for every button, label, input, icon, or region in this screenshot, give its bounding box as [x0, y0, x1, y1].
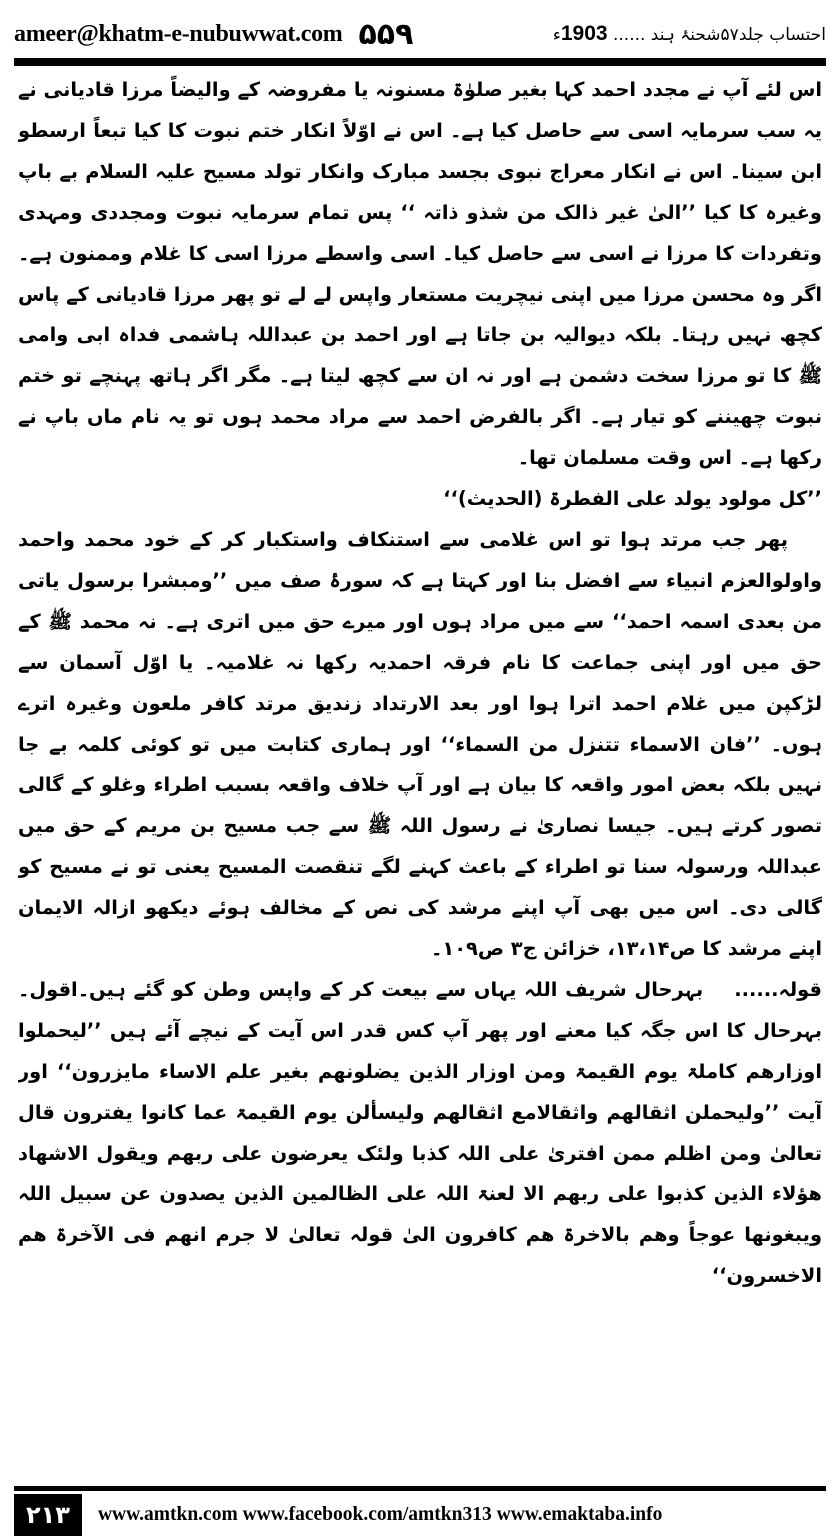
paragraph-1: اس لئے آپ نے مجدد احمد کہا بغیر صلوٰۃ مسنونہ یا مفروضہ کے والیضاً مرزا قادیانی نے یہ سب سرمایہ اسی سے حاصل کیا ہے۔ اس نے اوّلاً انکار ختم نبوت کا کیا تبعاً ارسطو ابن سینا۔ اس نے انکار معراج نبوی بجسد مبارک وانکار تولد مسیح علیہ السلام بے باپ وغیرہ کا کیا ’’الیٰ غیر ذالک من شذو ذاتہ ‘‘ پس تمام سرمایہ نبوت ومجددی ومہدی وتفردات کا مرزا نے اسی سے حاصل کیا۔ اسی واسطے مرزا اسی کا غلام وممنون ہے۔ اگر وہ محسن مرزا میں اپنی نیچریت مستعار واپس لے لے تو پھر مرزا قادیانی کے پاس کچھ نہیں رہتا۔ بلکہ دیوالیہ بن جاتا ہے اور احمد بن عبداللہ ہاشمی فداہ ابی وامی ﷺ کا تو مرزا سخت دشمن ہے اور نہ ان سے کچھ لیتا ہے۔ مگر اگر ہاتھ پہنچے تو ختم نبوت چھیننے کو تیار ہے۔ اگر بالفرض احمد سے مراد محمد ہوں تو یہ نام ماں باپ نے رکھا ہے۔ اس وقت مسلمان تھا۔: [18, 78, 822, 470]
hadith-quote: ’’کل مولود یولد علی الفطرۃ (الحدیث)‘‘: [443, 487, 822, 511]
footer-rule: [14, 1486, 826, 1491]
page-header: [14, 14, 826, 54]
page-footer: [14, 1494, 826, 1536]
header-year: 1903: [560, 22, 608, 45]
qaul-label: قولہ......: [734, 977, 822, 1001]
paragraph-2: پھر جب مرتد ہوا تو اس غلامی سے استنکاف واستکبار کر کے خود محمد واحمد واولوالعزم انبیاء سے افضل بنا اور کہتا ہے کہ سورۂ صف میں ’’ومبشرا برسول یاتی من بعدی اسمہ احمد‘‘ سے میں مراد ہوں اور میرے حق میں اتری ہے۔ نہ محمد ﷺ کے حق میں اور اپنی جماعت کا نام فرقہ احمدیہ رکھا نہ غلامیہ۔ یا اوّل آسمان سے لڑکپن میں غلام احمد اترا ہوا اور بعد الارتداد زندیق مرتد کافر ملعون وغیرہ اترے ہوں۔ ’’فان الاسماء تتنزل من السماء‘‘ اور ہماری کتابت میں تو کوئی کلمہ بے جا نہیں بلکہ بعض امور واقعہ کا بیان ہے اور آپ خلاف واقعہ بسبب اطراء وغلو کے گالی تصور کرتے ہیں۔ جیسا نصاریٰ نے رسول اللہ ﷺ سے جب مسیح بن مریم کے حق میں عبداللہ ورسولہ سنا تو اطراء کے باعث کہنے لگے تنقصت المسیح یعنی تو نے مسیح کو گالی دی۔ اس میں بھی آپ اپنے مرشد کی نص کے مخالف ہوئے دیکھو ازالہ الایمان اپنے مرشد کا ص۱۳،۱۴، خزائن ج۳ ص۱۰۹۔: [18, 527, 822, 961]
paragraph-3: [18, 970, 822, 1297]
aqool-label: اقول۔: [18, 977, 78, 1001]
footer-folio: ۲۱۳: [14, 1494, 82, 1536]
footer-urls[interactable]: www.amtkn.com www.facebook.com/amtkn313 www.emaktaba.info: [97, 1504, 663, 1525]
header-left: [14, 17, 413, 52]
header-book-title: [553, 22, 826, 46]
page-body: [18, 70, 822, 1480]
header-email[interactable]: ameer@khatm-e-nubuwwat.com: [14, 20, 343, 47]
header-rule: [14, 58, 826, 66]
aqool-text: بہرحال کا اس جگہ کیا معنے اور پھر آپ کس قدر اس آیت کے نیچے آئے ہیں ’’لیحملوا اوزارھم کاملۃ یوم القیمۃ ومن اوزار الذین یضلونھم بغیر علم الاساء مایزرون‘‘ اور آیت ’’ولیحملن اثقالھم واثقالامع اثقالھم ولیسألن یوم القیمۃ عما کانوا یفترون قال تعالیٰ ومن اظلم ممن افتریٰ علی اللہ کذبا ولئک یعرضون علی ربھم ویقول الاشھاد ھؤلاء الذین کذبوا علی ربھم الا لعنۃ اللہ علی الظالمین الذین یصدون عن سبیل اللہ ویبغونھا عوجاً وھم بالاخرۃ ھم کافرون الیٰ قولہ تعالیٰ لا جرم انھم فی الآخرۃ ھم الاخسرون‘‘: [18, 1018, 822, 1288]
qaul-text: بہرحال شریف اللہ یہاں سے بیعت کر کے واپس وطن کو گئے ہیں۔: [77, 977, 704, 1001]
header-page-number: ۵۵۹: [358, 16, 414, 52]
header-title: احتساب جلد۵۷شحنۂ ہند ......: [612, 25, 826, 45]
header-era: ء: [552, 25, 561, 45]
